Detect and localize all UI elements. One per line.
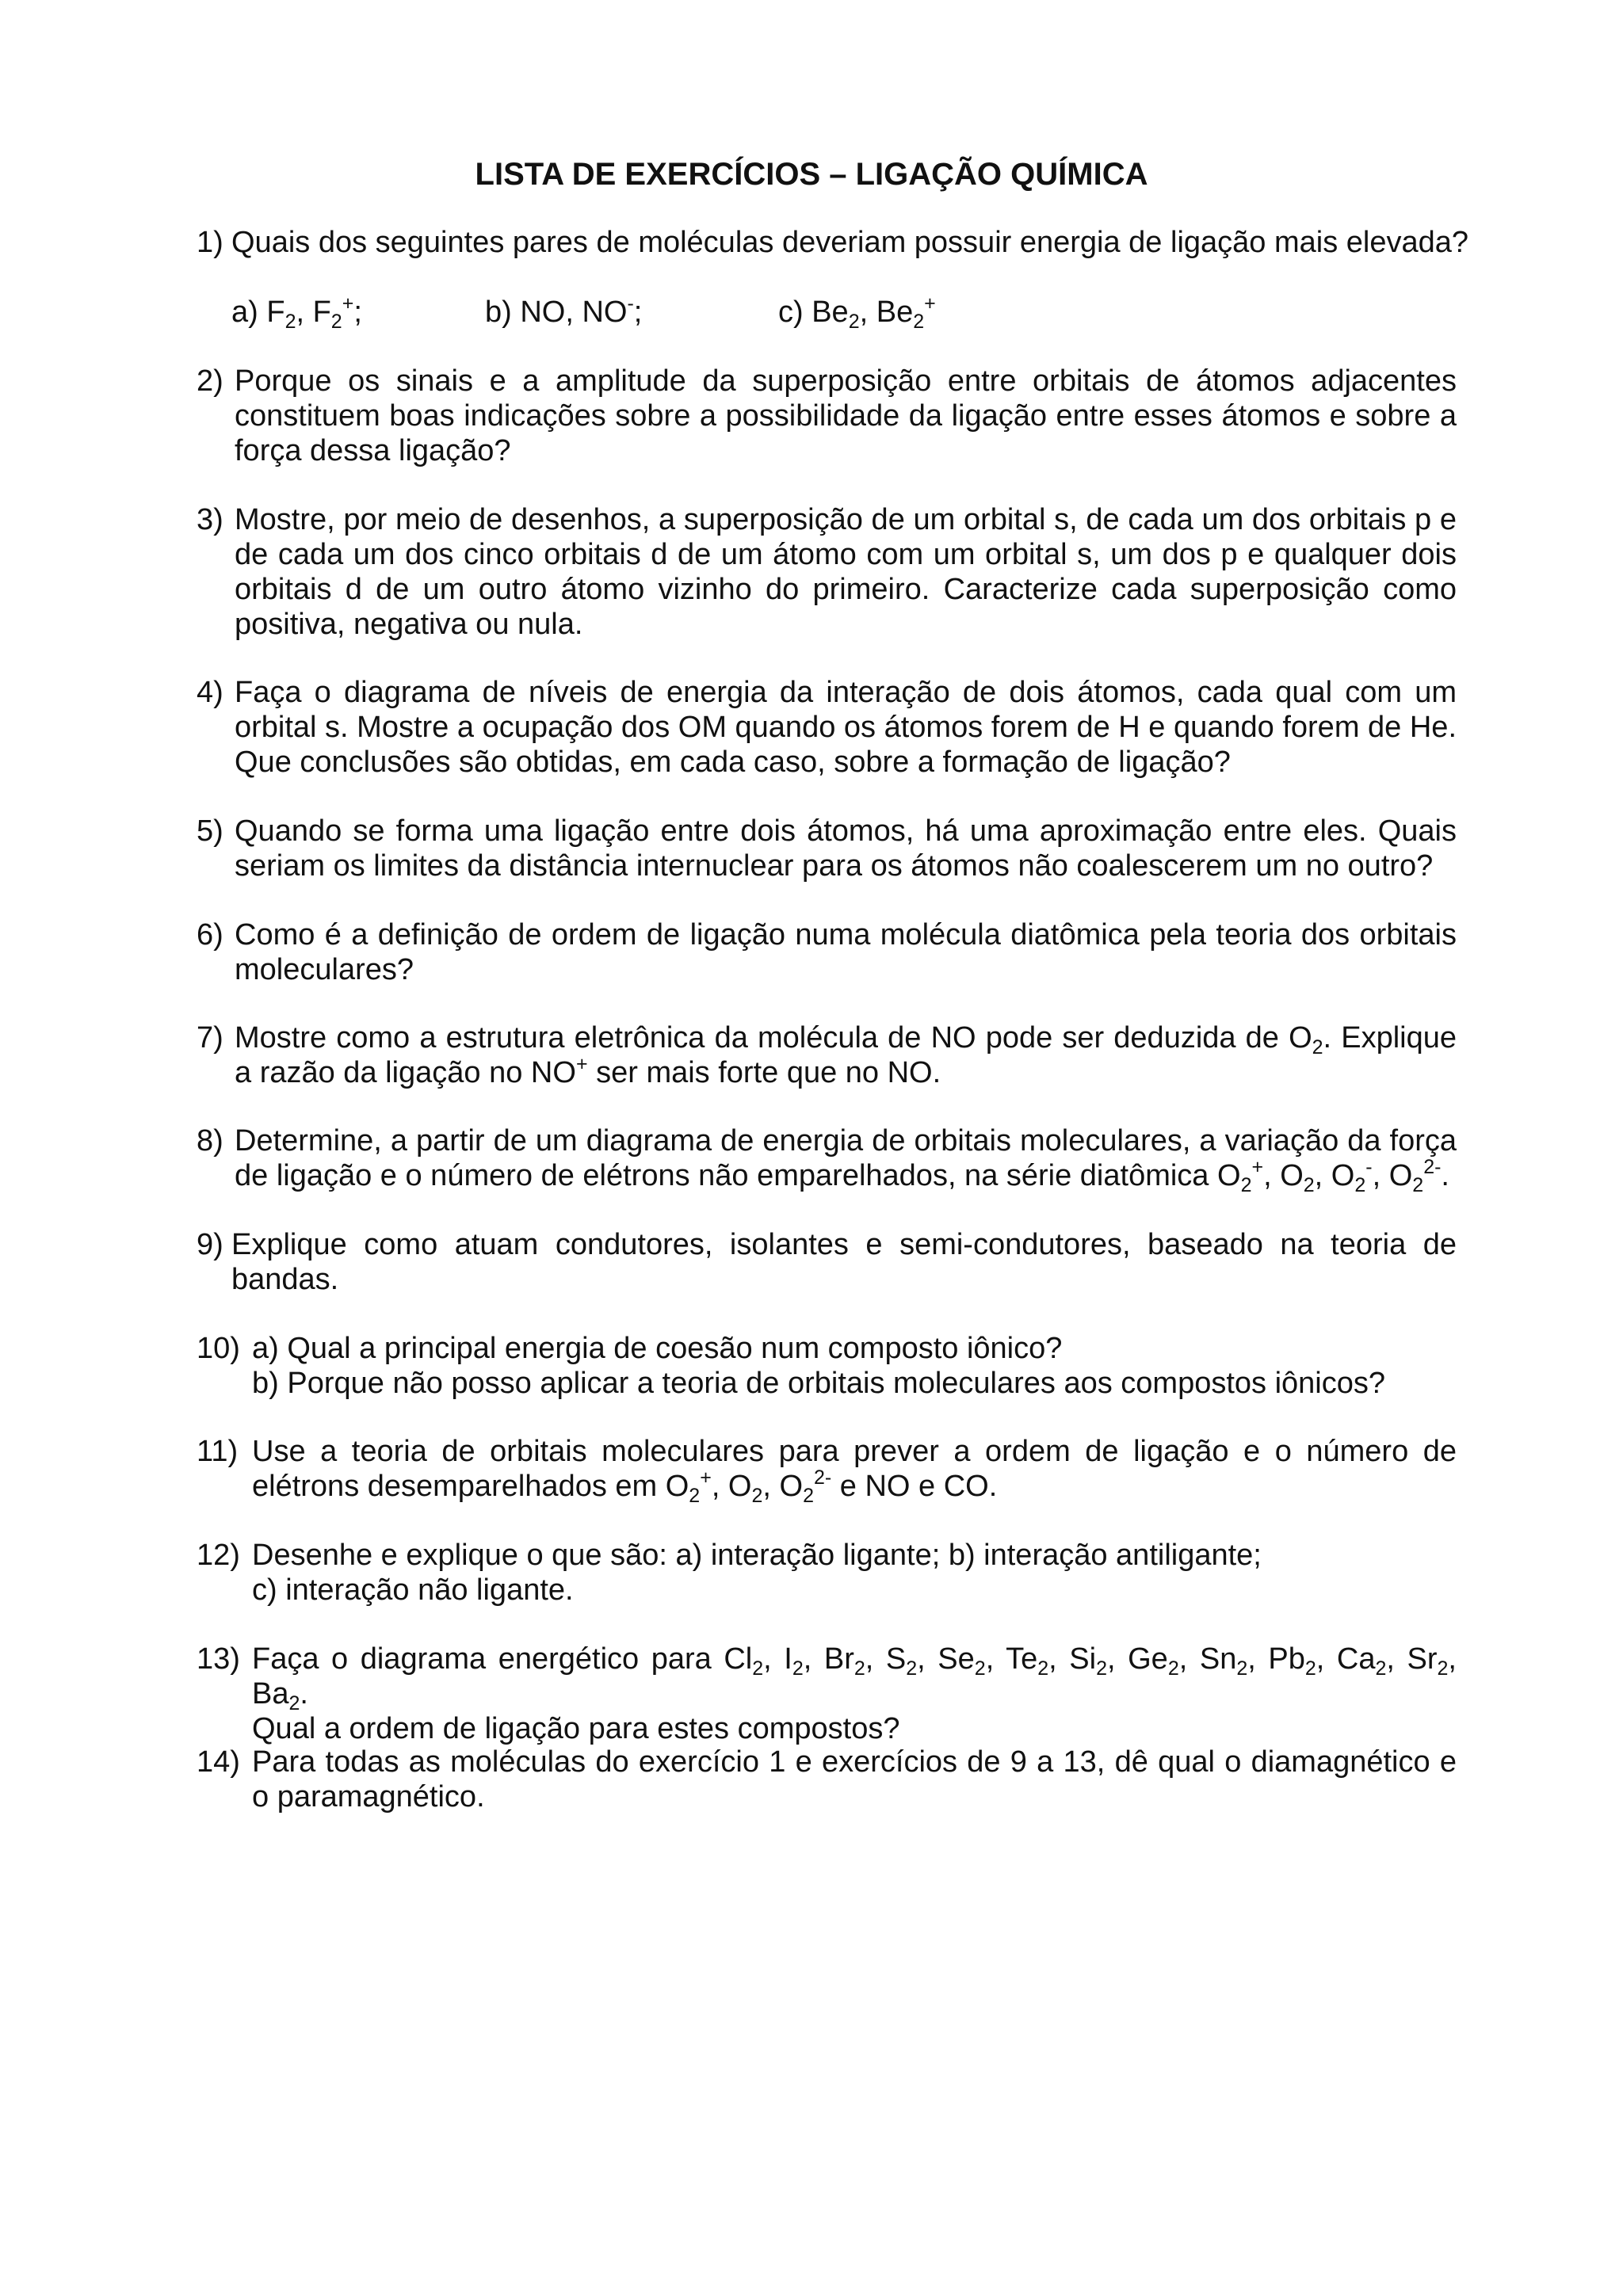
question-5 bbox=[197, 814, 1457, 883]
question-text: Quais dos seguintes pares de moléculas deveriam possuir energia de ligação mais elevada? bbox=[231, 226, 1469, 259]
question-number: 5) bbox=[197, 814, 223, 848]
separator: , bbox=[1178, 1642, 1200, 1676]
question-6 bbox=[197, 917, 1457, 987]
molecule-subscript: 2 bbox=[1304, 1657, 1316, 1680]
question-number: 13) bbox=[197, 1642, 240, 1676]
molecule-formula: Cl bbox=[724, 1642, 753, 1676]
question-text: Como é a definição de ordem de ligação numa molécula diatômica pela teoria dos orbitais moleculares? bbox=[235, 918, 1457, 986]
question-text bbox=[252, 1331, 1457, 1401]
question-text bbox=[252, 1538, 1457, 1608]
molecule-subscript: 2 bbox=[792, 1657, 804, 1680]
question-number: 4) bbox=[197, 676, 223, 709]
separator: . bbox=[300, 1677, 308, 1711]
separator: , bbox=[1448, 1642, 1457, 1676]
question-number: 12) bbox=[197, 1539, 240, 1572]
question-text: Mostre, por meio de desenhos, a superposição de um orbital s, de cada um dos orbitais p e de cada um dos cinco orbitais d de um átomo com um orbital s, um dos p e qualquer dois orbitais d de um outro átomo vizinho do primeiro. Caracterize cada superposição como positiva, negativa ou nula. bbox=[235, 503, 1457, 641]
question-text: Para todas as moléculas do exercício 1 e exercícios de 9 a 13, dê qual o diamagnético e o paramagnético. bbox=[252, 1745, 1457, 1814]
question-number: 2) bbox=[197, 364, 223, 398]
question-number: 8) bbox=[197, 1124, 223, 1158]
option-b: b) NO, NO-; bbox=[485, 292, 643, 329]
question-line: b) Porque não posso aplicar a teoria de orbitais moleculares aos compostos iônicos? bbox=[252, 1367, 1386, 1400]
separator: , bbox=[917, 1642, 938, 1676]
question-8 bbox=[197, 1123, 1457, 1196]
question-text: Faça o diagrama de níveis de energia da interação de dois átomos, cada qual com um orbital s. Mostre a ocupação dos OM quando os átomos forem de H e quando forem de He. Que conclusões são obtidas, em cada caso, sobre a formação de ligação? bbox=[235, 676, 1457, 779]
option-a: a) $F_2$, $F_2^+$; bbox=[231, 292, 362, 333]
question-text: Explique como atuam condutores, isolantes e semi-condutores, baseado na teoria de bandas. bbox=[231, 1228, 1457, 1296]
question-3 bbox=[197, 502, 1457, 642]
separator: , bbox=[1247, 1642, 1269, 1676]
molecule-formula: Sn bbox=[1199, 1642, 1237, 1676]
question-2 bbox=[197, 364, 1457, 468]
question-text: Quando se forma uma ligação entre dois átomos, há uma aproximação entre eles. Quais seriam os limites da distância internuclear para os átomos não coalescerem um no outro? bbox=[235, 814, 1457, 883]
molecule-subscript: 2 bbox=[1375, 1657, 1387, 1680]
question-10 bbox=[197, 1331, 1457, 1401]
separator: , bbox=[865, 1642, 886, 1676]
separator: , bbox=[763, 1642, 785, 1676]
question-line: c) interação não ligante. bbox=[252, 1573, 574, 1607]
question-line: Desenhe e explique o que são: a) interação ligante; b) interação antiligante; bbox=[252, 1539, 1262, 1572]
question-text bbox=[252, 1642, 1457, 1746]
question-11 bbox=[197, 1434, 1457, 1507]
question-line: Faça o diagrama energético para $Cl_2$, $I_2$, $Br_2$, $S_2$, $Se_2$, $Te_2$, $Si_2$, $Ge_2$, $Sn_2$, $Pb_2$, $Ca_2$, $Sr_2$, $Ba_2$. bbox=[252, 1642, 1457, 1714]
separator: , bbox=[985, 1642, 1006, 1676]
molecule-subscript: 2 bbox=[1037, 1657, 1049, 1680]
question-number: 1) bbox=[197, 226, 223, 259]
molecule-subscript: 2 bbox=[974, 1657, 986, 1680]
molecule-formula: Si bbox=[1069, 1642, 1097, 1676]
molecule-subscript: 2 bbox=[1437, 1657, 1449, 1680]
molecule-subscript: 2 bbox=[906, 1657, 918, 1680]
question-9 bbox=[197, 1227, 1457, 1297]
molecule-formula: S bbox=[885, 1642, 907, 1676]
question-text: Porque os sinais e a amplitude da superposição entre orbitais de átomos adjacentes constituem boas indicações sobre a possibilidade da ligação entre esses átomos e sobre a força dessa ligação? bbox=[235, 364, 1457, 467]
separator: , bbox=[1386, 1642, 1407, 1676]
question-number: 6) bbox=[197, 918, 223, 952]
question-text: Mostre como a estrutura eletrônica da molécula de NO pode ser deduzida de $O_2$. Explique a razão da ligação no NO+ ser mais forte que no NO. bbox=[235, 1021, 1457, 1089]
question-12 bbox=[197, 1538, 1457, 1608]
molecule-formula: I bbox=[784, 1642, 792, 1676]
question-line: Qual a ordem de ligação para estes compostos? bbox=[252, 1712, 900, 1745]
molecule-subscript: 2 bbox=[288, 1692, 300, 1714]
question-14 bbox=[197, 1745, 1457, 1814]
question-4 bbox=[197, 675, 1457, 780]
molecule-formula: Pb bbox=[1268, 1642, 1305, 1676]
question-line: a) Qual a principal energia de coesão num composto iônico? bbox=[252, 1332, 1063, 1365]
molecule-subscript: 2 bbox=[1096, 1657, 1107, 1680]
question-13 bbox=[197, 1642, 1457, 1746]
question-1-options bbox=[197, 292, 1457, 333]
question-text: Use a teoria de orbitais moleculares para prever a ordem de ligação e o número de elétrons desemparelhados em $O_2^+$, $O_2$, $O_2^{2-}$ e NO e CO. bbox=[252, 1435, 1457, 1507]
molecule-formula: Te bbox=[1006, 1642, 1038, 1676]
molecule-formula: Ca bbox=[1336, 1642, 1376, 1676]
molecule-formula: Ba bbox=[252, 1677, 289, 1711]
question-number: 10) bbox=[197, 1332, 240, 1365]
molecule-subscript: 2 bbox=[854, 1657, 865, 1680]
separator: , bbox=[1107, 1642, 1128, 1676]
molecule-formula: Ge bbox=[1128, 1642, 1168, 1676]
molecule-subscript: 2 bbox=[752, 1657, 764, 1680]
question-number: 3) bbox=[197, 503, 223, 536]
question-number: 11) bbox=[197, 1435, 239, 1468]
question-number: 14) bbox=[197, 1745, 240, 1779]
option-c: c) $Be_2$, $Be_2^+$ bbox=[778, 292, 936, 333]
question-number: 9) bbox=[197, 1228, 223, 1261]
question-text: Determine, a partir de um diagrama de energia de orbitais moleculares, a variação da força de ligação e o número de elétrons não emparelhados, na série diatômica $O_2^+$, $O_2$, $O_2^-$, $O_2^{2-}$. bbox=[235, 1124, 1457, 1196]
molecule-formula: Br bbox=[823, 1642, 854, 1676]
molecule-formula: Se bbox=[938, 1642, 975, 1676]
separator: , bbox=[1048, 1642, 1070, 1676]
molecule-subscript: 2 bbox=[1167, 1657, 1179, 1680]
molecule-subscript: 2 bbox=[1236, 1657, 1248, 1680]
question-number: 7) bbox=[197, 1021, 223, 1055]
separator: , bbox=[803, 1642, 824, 1676]
separator: , bbox=[1316, 1642, 1337, 1676]
molecule-formula: Sr bbox=[1407, 1642, 1438, 1676]
question-7 bbox=[197, 1020, 1457, 1090]
question-1 bbox=[197, 225, 1469, 260]
page-title: LISTA DE EXERCÍCIOS – LIGAÇÃO QUÍMICA bbox=[475, 157, 1148, 192]
